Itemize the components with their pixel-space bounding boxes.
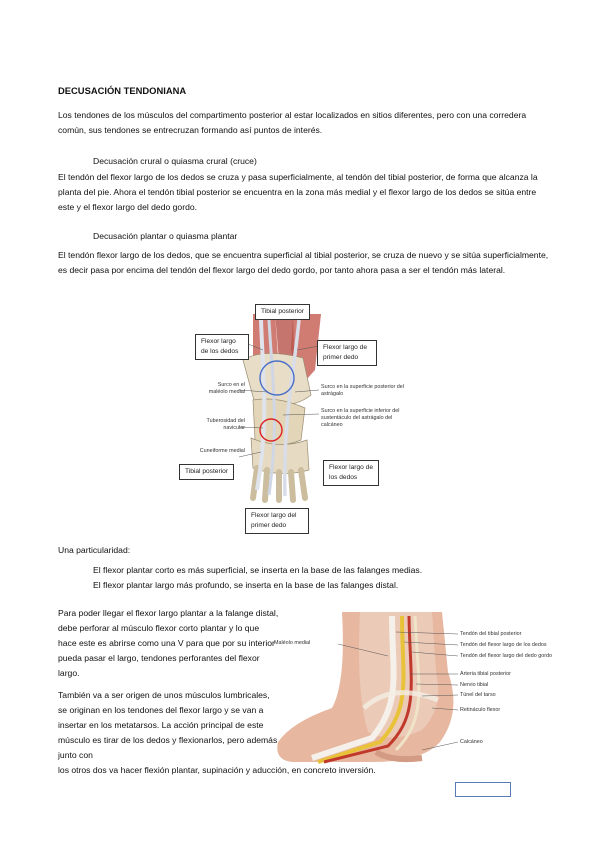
label-flexor-largo-dedos-bottom: Flexor largo de los dedos <box>323 460 379 486</box>
section2-paragraph: El tendón flexor largo de los dedos, que se encuentra superficial al tibial posterior, se cruza de nuevo y se sitúa superficialmente, es decir pasa por encima del tendón del flexor largo del dedo gordo, por tanto ahora pasa a ser el tendón más lateral. <box>58 250 549 275</box>
page-title: DECUSACIÓN TENDONIANA <box>58 85 187 96</box>
label-surco-maleolo: Surco en el maléolo medial <box>208 382 245 395</box>
list-item: El flexor plantar largo más profundo, se inserta en la base de las falanges distal. <box>93 580 399 590</box>
label-surco-calcaneo: Surco en la superficie inferior del sustentáculo del astrágalo del calcáneo <box>321 408 400 428</box>
label-surco-astragalo: Surco en la superficie posterior del astrágalo <box>321 384 404 397</box>
page-number-box <box>455 782 511 797</box>
label-arteria-tibial: Arteria tibial posterior <box>460 671 511 677</box>
particularity-title: Una particularidad: <box>58 545 131 555</box>
label-nervio-tibial: Nervio tibial <box>460 682 489 688</box>
label-calcaneo: Calcáneo <box>460 739 483 745</box>
label-retinaculo-flexor: Retináculo flexor <box>460 707 501 713</box>
intro-paragraph: Los tendones de los músculos del compartimento posterior al estar localizados en sitios diferentes, pero con una corredera común, sus tendones se entrecruzan formando así puntos de interés. <box>58 110 527 135</box>
list-item: El flexor plantar corto es más superficial, se inserta en la base de las falanges medias. <box>93 565 423 575</box>
label-flexor-largo-dedos: Flexor largo de los dedos <box>195 334 249 360</box>
label-tibial-posterior-bottom: Tibial posterior <box>179 464 234 480</box>
label-tuberosidad-navicular: Tuberosidad del navicular <box>206 418 245 431</box>
perforating-tendons-paragraph: Para poder llegar el flexor largo plantar a la falange distal, debe perforar al músculo flexor corto plantar y lo que hace este es abrirse como una V para que por su interior pueda pasar el largo, tendones perforantes del flexor largo. <box>58 608 279 678</box>
lumbricals-paragraph: También va a ser origen de unos músculos lumbricales, se originan en los tendones del flexor largo y se van a insertar en los metatarsos. La acción principal de este músculo es tirar de los dedos y flexionarlos, pero además junto con <box>58 690 278 760</box>
section2-heading: Decusación plantar o quiasma plantar <box>93 231 238 241</box>
tarsal-tunnel-figure <box>272 612 582 764</box>
label-flexor-largo-primer-dedo-bottom: Flexor largo del primer dedo <box>245 508 309 534</box>
label-tunel-tarso: Túnel del tarso <box>460 692 496 698</box>
label-tibial-posterior-top: Tibial posterior <box>255 304 310 320</box>
foot-illustration <box>272 612 582 764</box>
particularity-list <box>93 563 422 593</box>
label-cuneiforme-medial: Cuneiforme medial <box>199 448 245 454</box>
section1-heading: Decusación crural o quiasma crural (cruce) <box>93 156 257 166</box>
ankle-anatomy-figure <box>183 300 423 538</box>
label-tendon-flexor-dedo-gordo: Tendón del flexor largo del dedo gordo <box>460 653 553 659</box>
section1-paragraph: El tendón del flexor largo de los dedos se cruza y pasa superficialmente, al tendón del tibial posterior, de forma que alcanza la planta del pie. Ahora el tendón tibial posterior se encuentra en la zona más medial y el flexor largo de los dedos se sitúa entre este y el flexor largo del dedo gordo. <box>58 172 538 212</box>
label-flexor-largo-primer-dedo: Flexor largo de primer dedo <box>317 340 377 366</box>
lumbricals-paragraph-end: los otros dos va hacer flexión plantar, supinación y aducción, en concreto inversión. <box>58 765 376 775</box>
label-tendon-flexor-dedos: Tendón del flexor largo de los dedos <box>460 642 547 648</box>
label-tendon-tibial-posterior: Tendón del tibial posterior <box>460 631 522 637</box>
label-maleolo-medial: Maléolo medial <box>274 640 311 646</box>
